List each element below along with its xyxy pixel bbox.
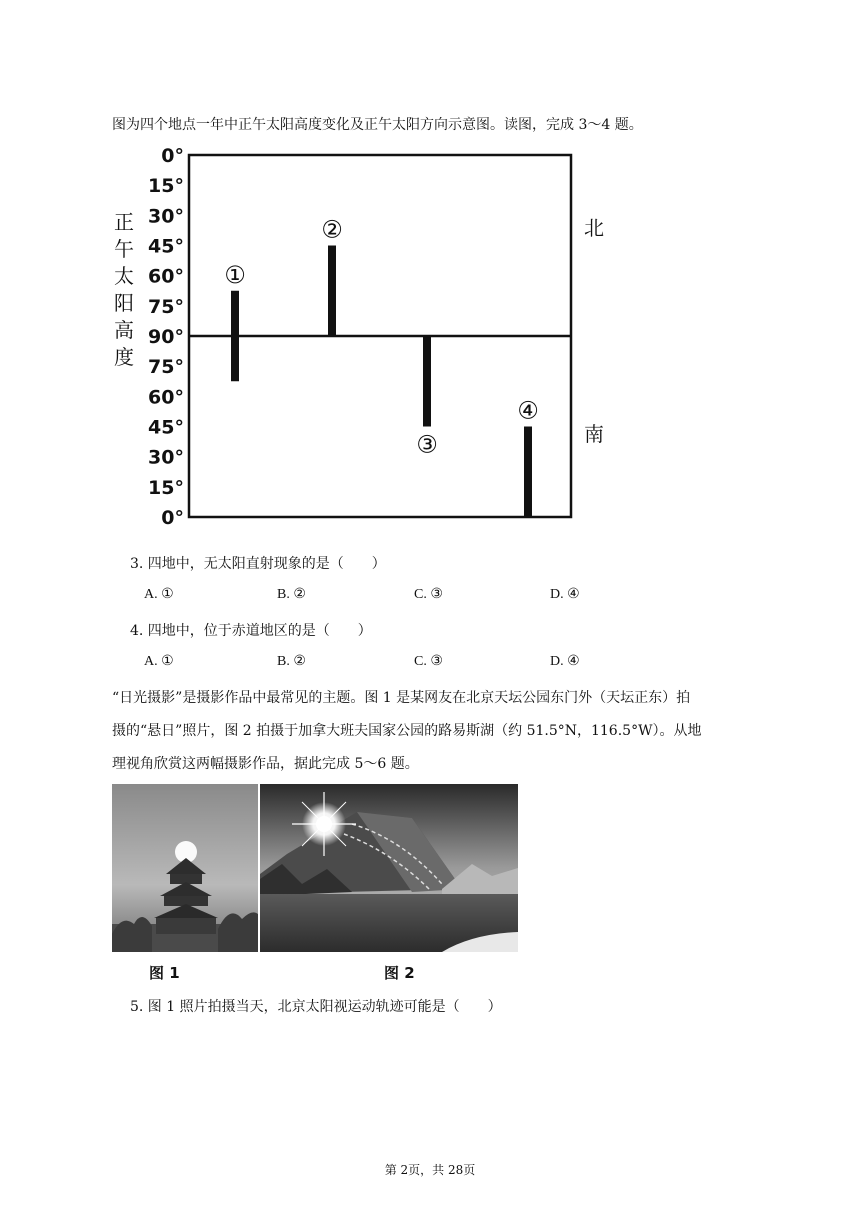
y-axis-title-char: 阳 [114, 291, 134, 315]
south-label: 南 [584, 422, 604, 446]
bars [224, 216, 539, 518]
sun-altitude-bar [328, 246, 336, 337]
location-marker: ③ [416, 430, 438, 459]
photo-figures [112, 784, 518, 952]
q4-stem: 4. 四地中，位于赤道地区的是（ ） [130, 623, 372, 639]
y-axis-title-char: 太 [114, 264, 134, 288]
north-label: 北 [584, 216, 604, 240]
q3-option-b[interactable]: B. ② [277, 587, 306, 602]
figure-1-caption: 图 1 [149, 964, 180, 982]
y-axis-title-char: 午 [114, 237, 134, 261]
y-tick-label: 30° [148, 446, 184, 469]
y-tick-label: 75° [148, 356, 184, 379]
q4-option-d[interactable]: D. ④ [550, 654, 580, 669]
sun-altitude-chart [110, 143, 604, 529]
intro-text: 图为四个地点一年中正午太阳高度变化及正午太阳方向示意图。读图，完成 3～4 题。 [112, 117, 643, 133]
y-axis-title-char: 正 [114, 210, 134, 234]
passage-line-1: “日光摄影”是摄影作品中最常见的主题。图 1 是某网友在北京天坛公园东门外（天坛正东）拍 [112, 690, 691, 706]
q3-option-c[interactable]: C. ③ [414, 587, 443, 602]
q4-option-b[interactable]: B. ② [277, 654, 306, 669]
y-tick-label: 45° [148, 416, 184, 439]
passage-line-2: 摄的“悬日”照片，图 2 拍摄于加拿大班夫国家公园的路易斯湖（约 51.5°N，116.5°W）。从地 [112, 723, 702, 739]
y-tick-label: 75° [148, 295, 184, 318]
location-marker: ④ [517, 396, 539, 425]
q4-option-c[interactable]: C. ③ [414, 654, 443, 669]
q3-option-a[interactable]: A. ① [144, 587, 174, 602]
y-tick-label: 45° [148, 235, 184, 258]
q4-option-a[interactable]: A. ① [144, 654, 174, 669]
y-tick-label: 0° [161, 507, 184, 529]
y-axis-title [114, 210, 134, 369]
y-tick-label: 60° [148, 265, 184, 288]
y-tick-label: 60° [148, 386, 184, 409]
y-tick-label: 15° [148, 476, 184, 499]
passage-line-3: 理视角欣赏这两幅摄影作品，据此完成 5～6 题。 [112, 756, 419, 772]
q5-stem: 5. 图 1 照片拍摄当天，北京太阳视运动轨迹可能是（ ） [130, 999, 502, 1015]
q3-stem: 3. 四地中，无太阳直射现象的是（ ） [130, 556, 386, 572]
sun-altitude-bar [524, 427, 532, 518]
location-marker: ① [224, 260, 246, 289]
figure-2-photo [260, 784, 518, 952]
y-axis-ticks [148, 145, 184, 529]
y-tick-label: 90° [148, 326, 184, 348]
location-marker: ② [321, 215, 343, 244]
page-footer: 第 2页，共 28页 [384, 1163, 476, 1177]
y-tick-label: 0° [161, 145, 184, 167]
sun-altitude-bar [231, 291, 239, 382]
y-tick-label: 15° [148, 175, 184, 198]
figure-2-caption: 图 2 [384, 964, 415, 982]
y-axis-title-char: 度 [114, 345, 134, 369]
sun-altitude-bar [423, 336, 431, 427]
figure-1-photo [112, 784, 258, 952]
y-axis-title-char: 高 [114, 318, 134, 342]
y-tick-label: 30° [148, 205, 184, 228]
q3-option-d[interactable]: D. ④ [550, 587, 580, 602]
